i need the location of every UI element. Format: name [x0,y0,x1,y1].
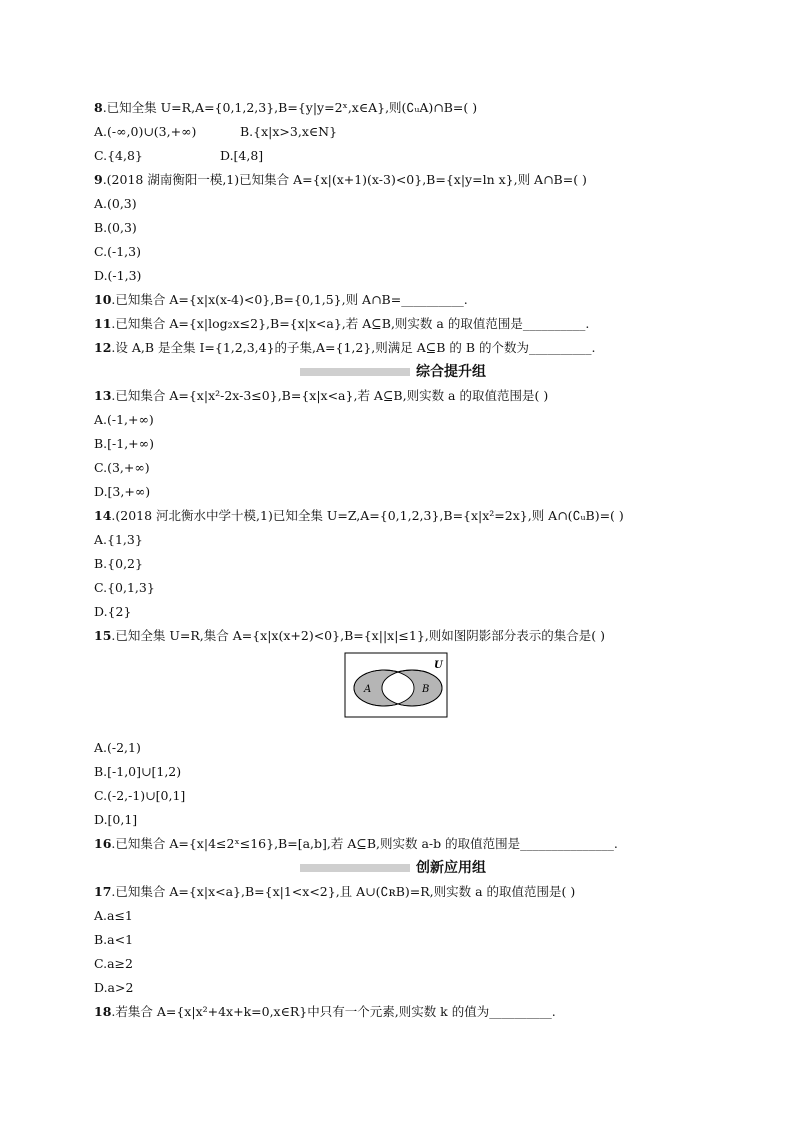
venn-diagram [344,652,448,718]
option-c: C.{0,1,3} [94,580,155,595]
option-a: A.{1,3} [94,532,143,547]
question-14 [94,504,704,528]
venn-diagram-wrap [94,652,704,724]
venn-label-u: U [434,660,443,671]
venn-label-a: A [364,684,372,695]
option-d: D.(-1,3) [94,268,142,283]
question-stem: .设 A,B 是全集 I={1,2,3,4}的子集,A={1,2},则满足 A⊆B 的 B 的个数为__________. [111,340,596,355]
question-number: 12 [94,340,112,355]
option-b: B.[-1,+∞) [94,436,154,451]
question-16 [94,832,704,856]
option-d: D.a>2 [94,980,134,995]
option-a: A.(-∞,0)∪(3,+∞) [94,124,197,139]
question-15 [94,624,704,648]
option-c: C.(-2,-1)∪[0,1] [94,788,186,803]
question-stem: .已知集合 A={x|x²-2x-3≤0},B={x|x<a},若 A⊆B,则实数 a 的取值范围是( ) [111,388,549,403]
option-b: B.{0,2} [94,556,143,571]
question-17 [94,880,704,904]
section-title: 创新应用组 [416,860,486,876]
section-title: 综合提升组 [416,364,486,380]
question-number: 8 [94,100,103,115]
option-d: D.[0,1] [94,812,138,827]
question-stem: .(2018 湖南衡阳一模,1)已知集合 A={x|(x+1)(x-3)<0},B={x|y=ln x},则 A∩B=( ) [102,172,587,187]
worksheet-page [94,96,704,1024]
question-stem: .已知集合 A={x|x<a},B={x|1<x<2},且 A∪(∁ʀB)=R,则实数 a 的取值范围是( ) [111,884,576,899]
section-bar [300,864,410,872]
option-b: B.a<1 [94,932,134,947]
question-12 [94,336,704,360]
option-c: C.(-1,3) [94,244,141,259]
option-c: C.a≥2 [94,956,133,971]
option-c: C.{4,8} [94,148,143,163]
option-d: D.{2} [94,604,132,619]
section-bar [300,368,410,376]
question-number: 11 [94,316,112,331]
question-9 [94,168,704,192]
option-b: B.(0,3) [94,220,137,235]
question-stem: .已知集合 A={x|4≤2ˣ≤16},B=[a,b],若 A⊆B,则实数 a-b 的取值范围是_______________. [111,836,618,851]
option-a: A.(-1,+∞) [94,412,154,427]
option-b: B.[-1,0]∪[1,2) [94,764,182,779]
question-stem: .若集合 A={x|x²+4x+k=0,x∈R}中只有一个元素,则实数 k 的值为__________. [111,1004,556,1019]
option-b: B.{x|x>3,x∈N} [240,124,338,139]
question-number: 15 [94,628,112,643]
question-stem: .已知全集 U=R,集合 A={x|x(x+2)<0},B={x||x|≤1},则如图阴影部分表示的集合是( ) [111,628,605,643]
option-a: A.(0,3) [94,196,137,211]
question-number: 14 [94,508,112,523]
question-number: 10 [94,292,112,307]
question-8 [94,96,704,120]
section-heading [94,360,704,384]
question-number: 13 [94,388,112,403]
option-a: A.(-2,1) [94,740,141,755]
question-stem: .已知集合 A={x|log₂x≤2},B={x|x<a},若 A⊆B,则实数 a 的取值范围是__________. [111,316,590,331]
option-d: D.[4,8] [220,148,264,163]
question-number: 9 [94,172,103,187]
options-row [94,120,704,144]
question-stem: .已知全集 U=R,A={0,1,2,3},B={y|y=2ˣ,x∈A},则(∁ᵤA)∩B=( ) [102,100,478,115]
question-stem: .(2018 河北衡水中学十模,1)已知全集 U=Z,A={0,1,2,3},B={x|x²=2x},则 A∩(∁ᵤB)=( ) [111,508,624,523]
option-d: D.[3,+∞) [94,484,151,499]
question-number: 17 [94,884,112,899]
venn-label-b: B [422,684,430,695]
question-13 [94,384,704,408]
options-row [94,144,704,168]
question-11 [94,312,704,336]
question-18 [94,1000,704,1024]
question-10 [94,288,704,312]
question-number: 18 [94,1004,112,1019]
option-a: A.a≤1 [94,908,133,923]
question-stem: .已知集合 A={x|x(x-4)<0},B={0,1,5},则 A∩B=__________. [111,292,468,307]
section-heading [94,856,704,880]
question-number: 16 [94,836,112,851]
option-c: C.(3,+∞) [94,460,150,475]
